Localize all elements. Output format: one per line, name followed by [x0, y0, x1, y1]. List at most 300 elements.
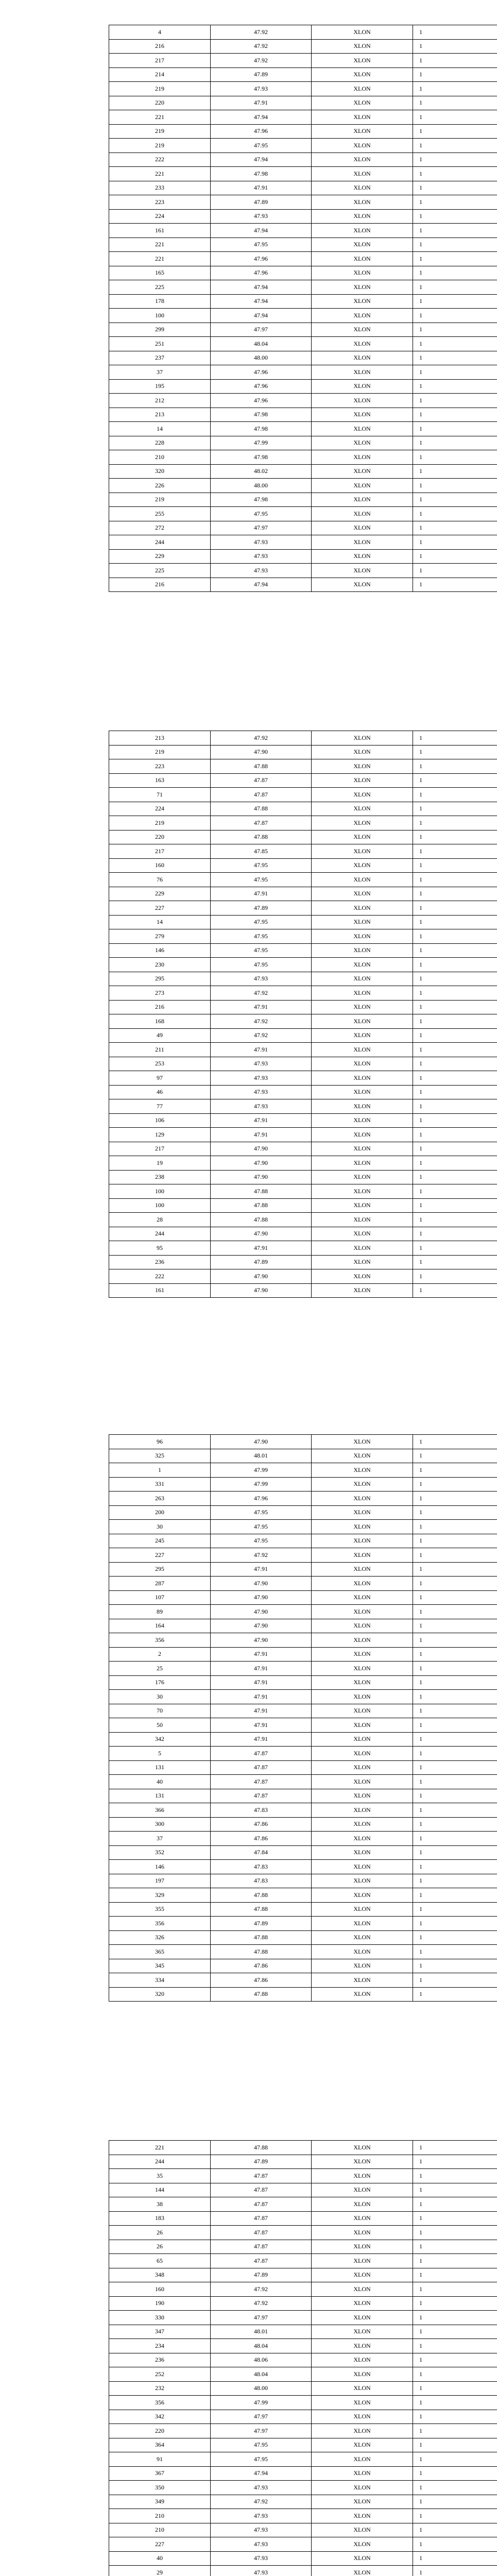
volume-cell: 89 — [109, 1605, 211, 1619]
price-cell: 47.91 — [211, 96, 312, 110]
time-cell: 1 — [413, 1732, 497, 1747]
price-cell: 47.95 — [211, 858, 312, 873]
venue-cell: XLON — [312, 1775, 413, 1789]
venue-cell: XLON — [312, 1057, 413, 1071]
volume-cell: 219 — [109, 124, 211, 139]
time-cell: 1 — [413, 2282, 497, 2297]
price-cell: 47.93 — [211, 535, 312, 550]
price-cell: 47.87 — [211, 1789, 312, 1803]
table-row — [109, 2381, 497, 2396]
price-cell: 47.93 — [211, 564, 312, 578]
volume-cell: 345 — [109, 1959, 211, 1973]
volume-cell: 325 — [109, 1449, 211, 1463]
table-row — [109, 2551, 497, 2566]
price-cell: 47.88 — [211, 1987, 312, 2002]
price-cell: 47.88 — [211, 2141, 312, 2155]
volume-cell: 40 — [109, 2551, 211, 2566]
time-cell: 1 — [413, 2311, 497, 2325]
volume-cell: 232 — [109, 2381, 211, 2396]
venue-cell: XLON — [312, 731, 413, 745]
venue-cell: XLON — [312, 1255, 413, 1269]
price-cell: 47.93 — [211, 2551, 312, 2566]
venue-cell: XLON — [312, 266, 413, 280]
price-cell: 47.92 — [211, 54, 312, 68]
time-cell: 1 — [413, 450, 497, 465]
volume-cell: 220 — [109, 96, 211, 110]
table-row — [109, 830, 497, 844]
venue-cell: XLON — [312, 436, 413, 450]
venue-cell: XLON — [312, 1605, 413, 1619]
price-cell: 47.95 — [211, 507, 312, 521]
table-row — [109, 773, 497, 788]
price-cell: 48.04 — [211, 2339, 312, 2353]
volume-cell: 221 — [109, 2141, 211, 2155]
venue-cell: XLON — [312, 1000, 413, 1014]
table-row — [109, 2296, 497, 2311]
table-row — [109, 901, 497, 916]
table-row — [109, 1492, 497, 1506]
table-row — [109, 1477, 497, 1492]
venue-cell: XLON — [312, 450, 413, 465]
table-row — [109, 1675, 497, 1690]
volume-cell: 287 — [109, 1577, 211, 1591]
volume-cell: 331 — [109, 1477, 211, 1492]
venue-cell: XLON — [312, 858, 413, 873]
venue-cell: XLON — [312, 39, 413, 54]
venue-cell: XLON — [312, 1789, 413, 1803]
table-row — [109, 224, 497, 238]
venue-cell: XLON — [312, 986, 413, 1001]
volume-cell: 299 — [109, 323, 211, 337]
time-cell: 1 — [413, 479, 497, 493]
price-cell: 47.83 — [211, 1874, 312, 1888]
venue-cell: XLON — [312, 25, 413, 40]
table-row — [109, 2424, 497, 2438]
time-cell: 1 — [413, 124, 497, 139]
volume-cell: 230 — [109, 958, 211, 972]
table-row — [109, 365, 497, 380]
price-cell: 47.93 — [211, 1099, 312, 1114]
table-row — [109, 2353, 497, 2367]
table-row — [109, 110, 497, 125]
venue-cell: XLON — [312, 252, 413, 266]
venue-cell: XLON — [312, 337, 413, 351]
table-row — [109, 82, 497, 96]
table-row — [109, 2438, 497, 2452]
table-row — [109, 1071, 497, 1086]
venue-cell: XLON — [312, 2410, 413, 2424]
time-cell: 1 — [413, 1170, 497, 1184]
table-row — [109, 1000, 497, 1014]
price-cell: 47.87 — [211, 2226, 312, 2240]
time-cell: 1 — [413, 1803, 497, 1818]
volume-cell: 144 — [109, 2183, 211, 2197]
time-cell: 1 — [413, 1071, 497, 1086]
venue-cell: XLON — [312, 1662, 413, 1676]
venue-cell: XLON — [312, 1128, 413, 1142]
table-row — [109, 745, 497, 759]
time-cell: 1 — [413, 2155, 497, 2169]
volume-cell: 252 — [109, 2367, 211, 2382]
volume-cell: 223 — [109, 195, 211, 210]
table-row — [109, 2268, 497, 2282]
time-cell: 1 — [413, 181, 497, 195]
time-cell: 1 — [413, 1562, 497, 1577]
time-cell: 1 — [413, 2566, 497, 2576]
table-row — [109, 1789, 497, 1803]
table-row — [109, 124, 497, 139]
venue-cell: XLON — [312, 1987, 413, 2002]
volume-cell: 244 — [109, 1227, 211, 1241]
time-cell: 1 — [413, 2325, 497, 2339]
table-row — [109, 816, 497, 831]
price-cell: 47.90 — [211, 1619, 312, 1633]
table-row — [109, 549, 497, 564]
volume-cell: 244 — [109, 2155, 211, 2169]
venue-cell: XLON — [312, 1888, 413, 1903]
venue-cell: XLON — [312, 408, 413, 422]
time-cell: 1 — [413, 238, 497, 252]
time-cell: 1 — [413, 1085, 497, 1099]
price-cell: 47.88 — [211, 1198, 312, 1213]
venue-cell: XLON — [312, 181, 413, 195]
venue-cell: XLON — [312, 1675, 413, 1690]
table-row — [109, 1099, 497, 1114]
table-row — [109, 972, 497, 986]
price-cell: 47.97 — [211, 323, 312, 337]
volume-cell: 255 — [109, 507, 211, 521]
venue-cell: XLON — [312, 2381, 413, 2396]
volume-cell: 342 — [109, 1732, 211, 1747]
table-row — [109, 1732, 497, 1747]
venue-cell: XLON — [312, 323, 413, 337]
table-row — [109, 1945, 497, 1959]
time-cell: 1 — [413, 1213, 497, 1227]
venue-cell: XLON — [312, 1732, 413, 1747]
time-cell: 1 — [413, 2211, 497, 2226]
table-row — [109, 1520, 497, 1534]
time-cell: 1 — [413, 2226, 497, 2240]
table-row — [109, 1128, 497, 1142]
venue-cell: XLON — [312, 745, 413, 759]
table-row — [109, 139, 497, 153]
time-cell: 1 — [413, 224, 497, 238]
volume-cell: 131 — [109, 1789, 211, 1803]
volume-cell: 146 — [109, 943, 211, 958]
price-cell: 47.91 — [211, 1113, 312, 1128]
price-cell: 47.91 — [211, 1562, 312, 1577]
venue-cell: XLON — [312, 759, 413, 774]
volume-cell: 161 — [109, 224, 211, 238]
volume-cell: 160 — [109, 2282, 211, 2297]
table-row — [109, 1142, 497, 1156]
volume-cell: 163 — [109, 773, 211, 788]
time-cell: 1 — [413, 39, 497, 54]
table-row — [109, 1647, 497, 1662]
time-cell: 1 — [413, 2339, 497, 2353]
venue-cell: XLON — [312, 1747, 413, 1761]
volume-cell: 38 — [109, 2197, 211, 2212]
price-cell: 47.91 — [211, 1732, 312, 1747]
venue-cell: XLON — [312, 972, 413, 986]
table-row — [109, 1085, 497, 1099]
venue-cell: XLON — [312, 1917, 413, 1931]
venue-cell: XLON — [312, 1577, 413, 1591]
venue-cell: XLON — [312, 1477, 413, 1492]
volume-cell: 2 — [109, 1647, 211, 1662]
time-cell: 1 — [413, 549, 497, 564]
time-cell: 1 — [413, 2509, 497, 2523]
time-cell: 1 — [413, 1099, 497, 1114]
volume-cell: 30 — [109, 1690, 211, 1704]
table-row — [109, 2495, 497, 2509]
time-cell: 1 — [413, 1505, 497, 1520]
time-cell: 1 — [413, 1113, 497, 1128]
time-cell: 1 — [413, 1269, 497, 1284]
venue-cell: XLON — [312, 564, 413, 578]
price-cell: 47.94 — [211, 280, 312, 295]
time-cell: 1 — [413, 958, 497, 972]
table-row — [109, 521, 497, 535]
table-row — [109, 1605, 497, 1619]
venue-cell: XLON — [312, 2226, 413, 2240]
price-cell: 47.88 — [211, 1902, 312, 1917]
table-row — [109, 2466, 497, 2481]
volume-cell: 131 — [109, 1760, 211, 1775]
price-cell: 47.94 — [211, 578, 312, 592]
price-cell: 47.92 — [211, 1548, 312, 1563]
venue-cell: XLON — [312, 1803, 413, 1818]
venue-cell: XLON — [312, 802, 413, 816]
table-row — [109, 1269, 497, 1284]
price-cell: 47.96 — [211, 1492, 312, 1506]
volume-cell: 224 — [109, 209, 211, 224]
price-cell: 47.90 — [211, 1633, 312, 1648]
volume-cell: 213 — [109, 731, 211, 745]
price-cell: 47.93 — [211, 1085, 312, 1099]
venue-cell: XLON — [312, 1548, 413, 1563]
time-cell: 1 — [413, 2141, 497, 2155]
table-row — [109, 479, 497, 493]
venue-cell: XLON — [312, 1718, 413, 1733]
table-row — [109, 731, 497, 745]
venue-cell: XLON — [312, 844, 413, 859]
venue-cell: XLON — [312, 1435, 413, 1449]
venue-cell: XLON — [312, 901, 413, 916]
time-cell: 1 — [413, 788, 497, 802]
table-row — [109, 1113, 497, 1128]
venue-cell: XLON — [312, 1142, 413, 1156]
volume-cell: 49 — [109, 1028, 211, 1043]
volume-cell: 217 — [109, 54, 211, 68]
volume-cell: 251 — [109, 337, 211, 351]
table-row — [109, 1014, 497, 1029]
table-row — [109, 1156, 497, 1171]
venue-cell: XLON — [312, 2169, 413, 2183]
price-cell: 47.95 — [211, 1534, 312, 1548]
volume-cell: 236 — [109, 2353, 211, 2367]
price-cell: 48.00 — [211, 479, 312, 493]
volume-cell: 228 — [109, 436, 211, 450]
table-row — [109, 1803, 497, 1818]
venue-cell: XLON — [312, 2155, 413, 2169]
volume-cell: 273 — [109, 986, 211, 1001]
table-row — [109, 1562, 497, 1577]
volume-cell: 365 — [109, 1945, 211, 1959]
table-row — [109, 1902, 497, 1917]
volume-cell: 364 — [109, 2438, 211, 2452]
price-cell: 47.92 — [211, 25, 312, 40]
venue-cell: XLON — [312, 2537, 413, 2552]
table-row — [109, 1283, 497, 1298]
time-cell: 1 — [413, 2424, 497, 2438]
time-cell: 1 — [413, 887, 497, 901]
price-cell: 47.94 — [211, 110, 312, 125]
volume-cell: 28 — [109, 1213, 211, 1227]
price-cell: 47.87 — [211, 2197, 312, 2212]
price-cell: 47.93 — [211, 2509, 312, 2523]
venue-cell: XLON — [312, 549, 413, 564]
table-row — [109, 323, 497, 337]
price-cell: 47.87 — [211, 773, 312, 788]
table-row — [109, 915, 497, 929]
table-row — [109, 294, 497, 309]
price-cell: 47.96 — [211, 266, 312, 280]
volume-cell: 95 — [109, 1241, 211, 1256]
time-cell: 1 — [413, 1477, 497, 1492]
time-cell: 1 — [413, 1747, 497, 1761]
table-row — [109, 1845, 497, 1860]
volume-cell: 237 — [109, 351, 211, 365]
time-cell: 1 — [413, 2410, 497, 2424]
time-cell: 1 — [413, 351, 497, 365]
venue-cell: XLON — [312, 54, 413, 68]
venue-cell: XLON — [312, 1520, 413, 1534]
venue-cell: XLON — [312, 2141, 413, 2155]
price-cell: 47.86 — [211, 1817, 312, 1832]
volume-cell: 221 — [109, 167, 211, 181]
venue-cell: XLON — [312, 1860, 413, 1874]
volume-cell: 200 — [109, 1505, 211, 1520]
venue-cell: XLON — [312, 195, 413, 210]
venue-cell: XLON — [312, 2466, 413, 2481]
volume-cell: 211 — [109, 1043, 211, 1057]
price-cell: 47.87 — [211, 2169, 312, 2183]
price-cell: 47.87 — [211, 2211, 312, 2226]
price-cell: 48.00 — [211, 2381, 312, 2396]
time-cell: 1 — [413, 464, 497, 479]
trades-table-1 — [109, 25, 497, 592]
venue-cell: XLON — [312, 2523, 413, 2537]
venue-cell: XLON — [312, 773, 413, 788]
price-cell: 47.87 — [211, 788, 312, 802]
time-cell: 1 — [413, 1917, 497, 1931]
venue-cell: XLON — [312, 493, 413, 507]
venue-cell: XLON — [312, 2495, 413, 2509]
venue-cell: XLON — [312, 2339, 413, 2353]
price-cell: 47.88 — [211, 830, 312, 844]
table-row — [109, 1987, 497, 2002]
price-cell: 47.89 — [211, 2155, 312, 2169]
time-cell: 1 — [413, 830, 497, 844]
volume-cell: 229 — [109, 887, 211, 901]
volume-cell: 320 — [109, 1987, 211, 2002]
time-cell: 1 — [413, 96, 497, 110]
venue-cell: XLON — [312, 1690, 413, 1704]
volume-cell: 97 — [109, 1071, 211, 1086]
volume-cell: 217 — [109, 844, 211, 859]
table-row — [109, 2183, 497, 2197]
table-row — [109, 1170, 497, 1184]
price-cell: 47.98 — [211, 493, 312, 507]
price-cell: 47.93 — [211, 972, 312, 986]
volume-cell: 350 — [109, 2481, 211, 2495]
volume-cell: 221 — [109, 252, 211, 266]
volume-cell: 210 — [109, 2509, 211, 2523]
venue-cell: XLON — [312, 1463, 413, 1478]
table-row — [109, 1917, 497, 1931]
table-row — [109, 1662, 497, 1676]
price-cell: 47.88 — [211, 1213, 312, 1227]
table-row — [109, 309, 497, 323]
time-cell: 1 — [413, 2537, 497, 2552]
price-cell: 47.87 — [211, 1760, 312, 1775]
time-cell: 1 — [413, 2240, 497, 2254]
price-cell: 47.97 — [211, 2424, 312, 2438]
table-row — [109, 152, 497, 167]
time-cell: 1 — [413, 82, 497, 96]
price-cell: 47.99 — [211, 1463, 312, 1478]
price-cell: 47.91 — [211, 1675, 312, 1690]
volume-cell: 5 — [109, 1747, 211, 1761]
venue-cell: XLON — [312, 578, 413, 592]
time-cell: 1 — [413, 2169, 497, 2183]
table-row — [109, 337, 497, 351]
venue-cell: XLON — [312, 1043, 413, 1057]
price-cell: 47.97 — [211, 2311, 312, 2325]
volume-cell: 37 — [109, 1832, 211, 1846]
venue-cell: XLON — [312, 915, 413, 929]
price-cell: 47.93 — [211, 2566, 312, 2576]
table-row — [109, 2282, 497, 2297]
table-row — [109, 1888, 497, 1903]
time-cell: 1 — [413, 1633, 497, 1648]
price-cell: 47.98 — [211, 422, 312, 436]
price-cell: 47.90 — [211, 1605, 312, 1619]
time-cell: 1 — [413, 1973, 497, 1988]
price-cell: 47.99 — [211, 436, 312, 450]
table-row — [109, 1760, 497, 1775]
table-row — [109, 181, 497, 195]
table-row — [109, 1590, 497, 1605]
table-row — [109, 436, 497, 450]
price-cell: 47.95 — [211, 2452, 312, 2467]
time-cell: 1 — [413, 1675, 497, 1690]
volume-cell: 210 — [109, 2523, 211, 2537]
volume-cell: 219 — [109, 82, 211, 96]
venue-cell: XLON — [312, 67, 413, 82]
venue-cell: XLON — [312, 2509, 413, 2523]
venue-cell: XLON — [312, 2325, 413, 2339]
time-cell: 1 — [413, 1704, 497, 1718]
time-cell: 1 — [413, 1817, 497, 1832]
venue-cell: XLON — [312, 1633, 413, 1648]
time-cell: 1 — [413, 1283, 497, 1298]
venue-cell: XLON — [312, 1227, 413, 1241]
venue-cell: XLON — [312, 2296, 413, 2311]
time-cell: 1 — [413, 2254, 497, 2268]
venue-cell: XLON — [312, 1283, 413, 1298]
